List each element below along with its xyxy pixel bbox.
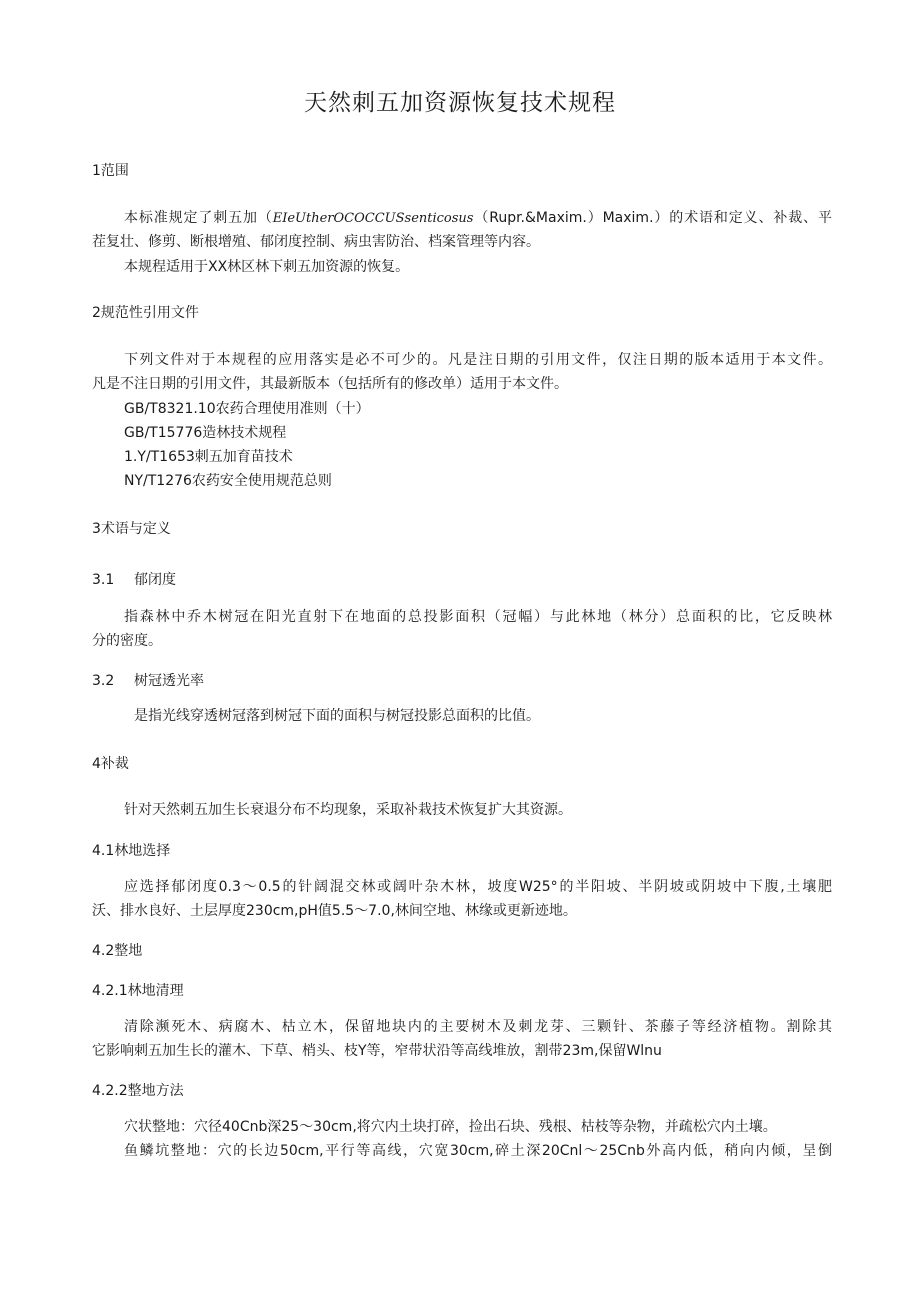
term-definition-line1: 指森林中乔木树冠在阳光直射下在地面的总投影面积（冠幅）与此林地（林分）总面积的比，它反映林 xyxy=(124,609,832,625)
subsection-heading-site-selection: 4.1林地选择 xyxy=(92,843,171,859)
reference-item: GB/T15776造林技术规程 xyxy=(124,425,287,441)
paragraph-references-line2: 凡是不注日期的引用文件，其最新版本（包括所有的修改单）适用于本文件。 xyxy=(92,376,568,392)
subsection-heading-site-preparation: 4.2整地 xyxy=(92,943,143,959)
term-definition-line2: 分的密度。 xyxy=(92,633,162,649)
term-name: 树冠透光率 xyxy=(134,673,204,689)
section-heading-scope: 1范围 xyxy=(92,163,129,179)
paragraph-clearing-line2: 它影响刺五加生长的灌木、下草、梢头、枝Y等，窄带状沿等高线堆放，割带23m,保留Wlnu xyxy=(92,1043,662,1059)
paragraph-clearing-line1: 清除濒死木、病腐木、枯立木，保留地块内的主要树木及刺龙芽、三颗针、茶藤子等经济植物。割除其 xyxy=(124,1019,832,1035)
paragraph-site-selection-line2: 沃、排水良好、土层厚度230cm,pH值5.5～7.0,林间空地、林缘或更新迹地。 xyxy=(92,903,577,919)
paragraph-references-line1: 下列文件对于本规程的应用落实是必不可少的。凡是注日期的引用文件，仅注日期的版本适用于本文件。 xyxy=(124,352,832,368)
reference-item: NY/T1276农药安全使用规范总则 xyxy=(124,473,332,489)
term-number: 3.1 xyxy=(92,572,115,588)
paragraph-methods-line2: 鱼鳞坑整地：穴的长边50cm,平行等高线，穴宽30cm,碎土深20Cnl～25Cnb外高内低，稍向内倾，呈倒 xyxy=(124,1143,832,1159)
term-number: 3.2 xyxy=(92,673,115,689)
paragraph-methods-line1: 穴状整地：穴径40Cnb深25～30cm,将穴内土块打碎，捡出石块、残根、枯枝等杂物，并疏松穴内土壤。 xyxy=(124,1119,777,1135)
section-heading-terms: 3术语与定义 xyxy=(92,521,171,537)
latin-name: EIeUtherOCOCCUSsenticosus xyxy=(272,211,474,226)
section-heading-replanting: 4补裁 xyxy=(92,756,129,772)
paragraph-replanting-intro: 针对天然刺五加生长衰退分布不均现象，采取补栽技术恢复扩大其资源。 xyxy=(124,802,572,818)
term-heading-light-transmittance xyxy=(92,670,832,692)
section-heading-normative-references: 2规范性引用文件 xyxy=(92,305,199,321)
paragraph-scope-line1: 本标准规定了刺五加（EIeUtherOCOCCUSsenticosus（Rupr.&Maxim.）Maxim.）的术语和定义、补裁、平 xyxy=(124,210,832,226)
subsection-heading-clearing: 4.2.1林地清理 xyxy=(92,983,184,999)
reference-item: 1.Y/T1653刺五加育苗技术 xyxy=(124,449,293,465)
paragraph-scope-applicability: 本规程适用于XX林区林下刺五加资源的恢复。 xyxy=(124,259,410,275)
paragraph-scope-line2: 茬复壮、修剪、断根增殖、郁闭度控制、病虫害防治、档案管理等内容。 xyxy=(92,234,540,250)
term-heading-canopy-density xyxy=(92,569,832,591)
document-title: 天然刺五加资源恢复技术规程 xyxy=(304,90,616,116)
term-name: 郁闭度 xyxy=(134,572,176,588)
term-definition: 是指光线穿透树冠落到树冠下面的面积与树冠投影总面积的比值。 xyxy=(134,708,540,724)
reference-item: GB/T8321.10农药合理使用准则（十） xyxy=(124,401,370,417)
paragraph-site-selection-line1: 应选择郁闭度0.3～0.5的针阔混交林或阔叶杂木林，坡度W25°的半阳坡、半阴坡或阴坡中下腹,土壤肥 xyxy=(124,879,832,895)
subsection-heading-preparation-methods: 4.2.2整地方法 xyxy=(92,1083,184,1099)
